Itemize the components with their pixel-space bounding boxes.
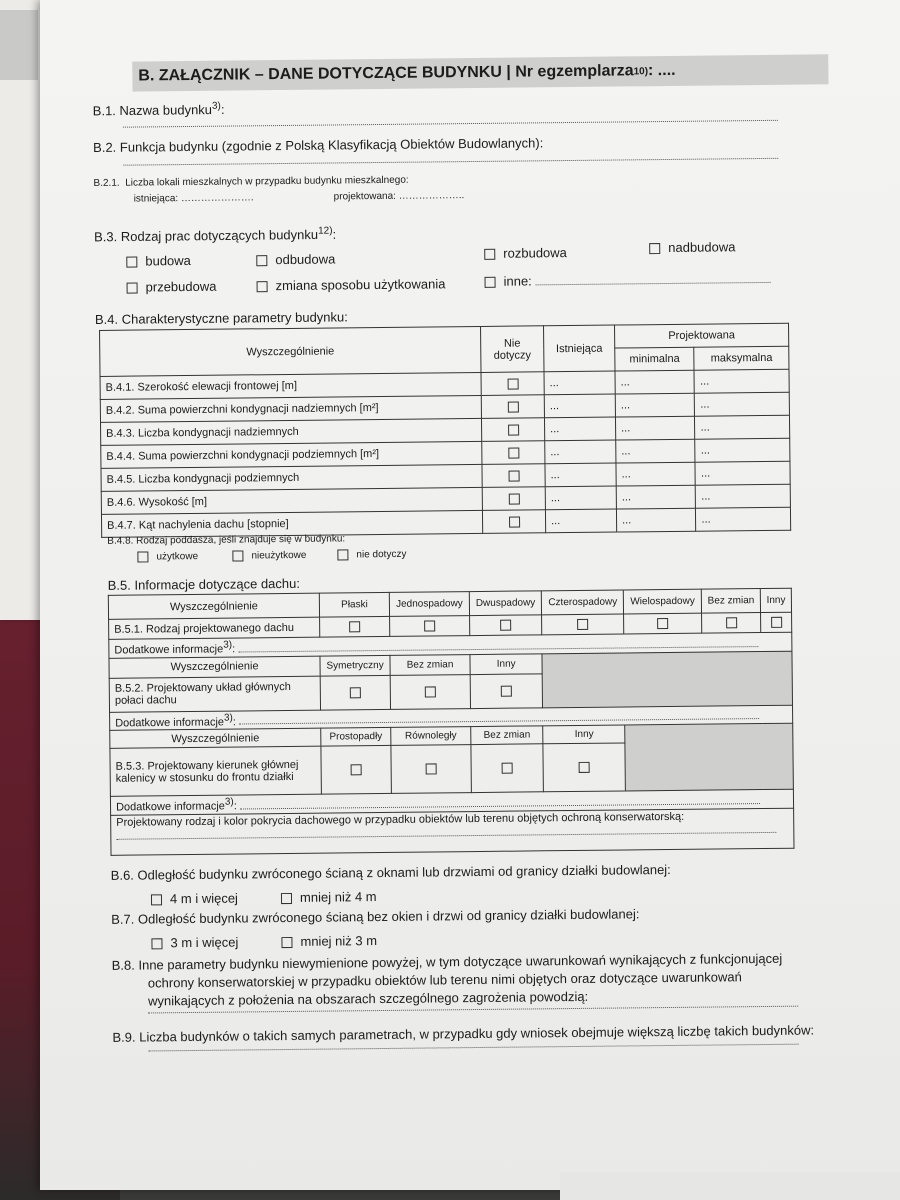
b4-row-label: B.4.3. Liczba kondygnacji nadziemnych [101,418,482,445]
b4-row-label: B.4.6. Wysokość [m] [101,487,482,514]
b52-extra[interactable]: Dodatkowe informacje$^{3)}$: [110,705,793,731]
checkbox[interactable] [151,938,162,949]
b9-label: B.9. [112,1029,136,1045]
b4-existing-value[interactable]: ... [545,486,616,510]
b53-col-inny: Inny [543,725,625,744]
b1-text: Nazwa budynku [119,102,213,119]
b48-option-uzytkowe[interactable]: użytkowe [137,551,198,563]
checkbox[interactable] [509,516,520,527]
checkbox[interactable] [256,255,267,266]
b8-text-3: wynikających z położenia na obszarach szczególnego zagrożenia powodzią: [147,988,589,1009]
b4-max-value[interactable]: ... [695,415,790,439]
b2-label: B.2. [93,139,117,155]
b4-max-value[interactable]: ... [696,484,791,508]
b53-col-rownolegly: Równoległy [391,727,471,746]
b6-option-4m-plus[interactable]: 4 m i więcej [151,891,238,907]
checkbox[interactable] [501,685,512,696]
b21-existing[interactable]: istniejąca: …………………. [133,192,254,205]
b4-table [99,323,791,538]
b51-label: B.5.1. Rodzaj projektowanego dachu [109,617,320,639]
b3-row [94,225,336,244]
b4-row-label: B.4.5. Liczba kondygnacji podziemnych [101,464,482,491]
b4-row-label: B.4.2. Suma powierzchni kondygnacji nadziemnych [m²] [100,395,481,422]
b5-col-wielospadowy: Wielospadowy [624,589,702,614]
b6-text: Odległość budynku zwróconego ścianą z oknami lub drzwiami od granicy działki budowlanej: [137,861,671,883]
checkbox[interactable] [508,424,519,435]
b4-min-value[interactable]: ... [615,416,695,440]
b4-label: B.4. [94,311,119,327]
b9-text: Liczba budynków o takich samych parametrach, w przypadku gdy wniosek obejmuje większą liczbę takich budynków: [139,1022,815,1045]
b4-max-value[interactable]: ... [695,461,790,485]
b6-label: B.6. [110,867,134,883]
b8-label: B.8. [111,957,135,973]
b4-row-label: B.4.4. Suma powierzchni kondygnacji podziemnych [m²] [101,441,482,468]
b3-footnote: 12) [317,225,333,237]
b51-extra[interactable]: Dodatkowe informacje$^{3)}$: [109,632,792,658]
checkbox[interactable] [424,621,435,632]
b4-min-value[interactable]: ... [616,439,696,463]
b4-existing-value[interactable]: ... [545,463,616,487]
b53-col-spec: Wyszczególnienie [110,728,321,748]
checkbox[interactable] [232,550,243,561]
b5-col-bez-zmian: Bez zmian [701,589,760,614]
page-edge [560,1172,900,1200]
checkbox[interactable] [657,618,668,629]
checkbox[interactable] [350,687,361,698]
b4-min-value[interactable]: ... [616,508,696,532]
b4-existing-value[interactable]: ... [544,394,615,418]
b5-col-czterospadowy: Czterospadowy [542,590,624,615]
b4-max-value[interactable]: ... [696,507,791,531]
b5-label: B.5. [107,577,131,593]
b53-col-bez-zmian: Bez zmian [471,726,544,745]
b21-label: B.2.1. [93,177,120,189]
b3-option-odbudowa[interactable]: odbudowa [256,251,335,267]
section-header-text: B. ZAŁĄCZNIK – DANE DOTYCZĄCE BUDYNKU | Nr egzemplarza [138,62,634,85]
header-tail: : .... [647,61,676,80]
checkbox[interactable] [257,281,268,292]
checkbox[interactable] [577,619,588,630]
checkbox[interactable] [500,620,511,631]
checkbox[interactable] [726,617,737,628]
checkbox[interactable] [507,378,518,389]
checkbox[interactable] [579,762,590,773]
checkbox[interactable] [484,249,495,260]
b5-col-plaski: Płaski [319,592,389,617]
checkbox[interactable] [507,401,518,412]
b8-text-2: ochrony konserwatorskiej w przypadku obiektów lub terenu nimi objętych oraz dotyczące uwarunkowań [147,969,742,991]
b3-option-rozbudowa[interactable]: rozbudowa [484,245,567,261]
checkbox[interactable] [649,243,660,254]
checkbox[interactable] [485,277,496,288]
checkbox[interactable] [351,765,362,776]
b4-col-spec: Wyszczególnienie [100,326,481,376]
b2-text: Funkcja budynku (zgodnie z Polską Klasyfikacją Obiektów Budowlanych): [119,135,544,155]
checkbox[interactable] [425,686,436,697]
checkbox[interactable] [126,257,137,268]
b5-title: Informacje dotyczące dachu: [134,575,301,593]
checkbox[interactable] [349,621,360,632]
b1-footnote: 3) [211,100,221,112]
b3-option-zmiana[interactable]: zmiana sposobu użytkowania [257,276,446,293]
checkbox[interactable] [281,893,292,904]
checkbox[interactable] [151,894,162,905]
header-footnote: 10) [633,65,649,77]
b3-label: B.3. [93,229,118,245]
checkbox[interactable] [281,937,292,948]
b4-existing-value[interactable]: ... [544,371,615,395]
b7-option-3m-plus[interactable]: 3 m i więcej [151,935,238,951]
b3-option-przebudowa[interactable]: przebudowa [127,279,217,295]
b5-col-inny: Inny [760,588,791,612]
b5-roofing[interactable]: Projektowany rodzaj i kolor pokrycia dachowego w przypadku obiektów lub terenu objętych ochroną konserwatorską: [111,808,794,855]
b6-option-4m-minus[interactable]: mniej niż 4 m [281,889,377,905]
b4-row-label: B.4.1. Szerokość elewacji frontowej [m] [100,372,481,399]
b48-option-nieuzytkowe[interactable]: nieużytkowe [232,550,306,562]
b5-title-row [108,576,300,593]
b3-text: Rodzaj prac dotyczących budynku [120,226,319,245]
checkbox[interactable] [137,551,148,562]
checkbox[interactable] [508,447,519,458]
b4-title: Charakterystyczne parametry budynku: [121,309,348,327]
b3-option-nadbudowa[interactable]: nadbudowa [649,239,735,255]
b4-col-proj: Projektowana [615,323,789,348]
b7-option-3m-minus[interactable]: mniej niż 3 m [281,933,377,949]
checkbox[interactable] [502,763,513,774]
b53-col-prostopadly: Prostopadły [321,728,391,747]
b4-row-label: B.4.7. Kąt nachylenia dachu [stopnie] [101,510,482,537]
b4-existing-value[interactable]: ... [545,509,616,533]
checkbox[interactable] [337,549,348,560]
b53-extra[interactable]: Dodatkowe informacje$^{3)}$: [110,790,793,816]
b4-max-value[interactable]: ... [695,438,790,462]
b4-col-nie: Nie dotyczy [481,326,544,373]
b4-min-value[interactable]: ... [616,485,696,509]
b48-option-nie-dotyczy[interactable]: nie dotyczy [337,549,406,561]
checkbox[interactable] [771,617,782,628]
b5-col-jednospadowy: Jednospadowy [389,592,469,617]
b4-col-min: minimalna [615,347,695,371]
b5-col-dwuspadowy: Dwuspadowy [469,591,542,616]
b5-table [108,588,795,856]
checkbox[interactable] [426,764,437,775]
b8-text-1: Inne parametry budynku niewymienione powyżej, w tym dotyczące uwarunkowań wynikających z funkcjonującej [138,950,783,973]
b1-label: B.1. [92,103,116,119]
b7-text: Odległość budynku zwróconego ścianą bez okien i drzwi od granicy działki budowlanej: [137,906,640,927]
checkbox[interactable] [508,470,519,481]
b4-existing-value[interactable]: ... [544,417,615,441]
b52-label: B.5.2. Projektowany układ głównych połaci dachu [109,676,320,712]
checkbox[interactable] [127,283,138,294]
b52-col-inny: Inny [470,653,543,674]
b7-label: B.7. [111,911,135,927]
b4-max-value[interactable]: ... [694,369,789,393]
b48-row: B.4.8. Rodzaj poddasza, jeśli znajduje się w budynku: [107,533,346,547]
b21-text: Liczba lokali mieszkalnych w przypadku budynku mieszkalnego: [125,174,409,189]
b3-colon: : [332,226,337,242]
b3-option-inne[interactable]: inne: [484,271,770,289]
b4-title-row [95,309,348,327]
b52-col-symetryczny: Symetryczny [320,655,390,676]
b4-max-value[interactable]: ... [695,392,790,416]
b4-min-value[interactable]: ... [615,370,695,394]
b52-col-bez-zmian: Bez zmian [390,654,470,675]
b4-min-value[interactable]: ... [615,393,695,417]
b53-label: B.5.3. Projektowany kierunek głównej kalenicy w stosunku do frontu działki [110,746,321,796]
b4-existing-value[interactable]: ... [545,440,616,464]
b4-col-ist: Istniejąca [544,325,615,372]
b1-colon: : [220,101,225,117]
b4-col-max: maksymalna [694,346,789,370]
checkbox[interactable] [508,493,519,504]
b5-col-spec: Wyszczególnienie [108,593,319,619]
b21-projected[interactable]: projektowana: ……………….. [333,190,465,203]
b3-option-budowa[interactable]: budowa [126,253,191,269]
b4-min-value[interactable]: ... [616,462,696,486]
b52-col-spec: Wyszczególnienie [109,656,320,678]
